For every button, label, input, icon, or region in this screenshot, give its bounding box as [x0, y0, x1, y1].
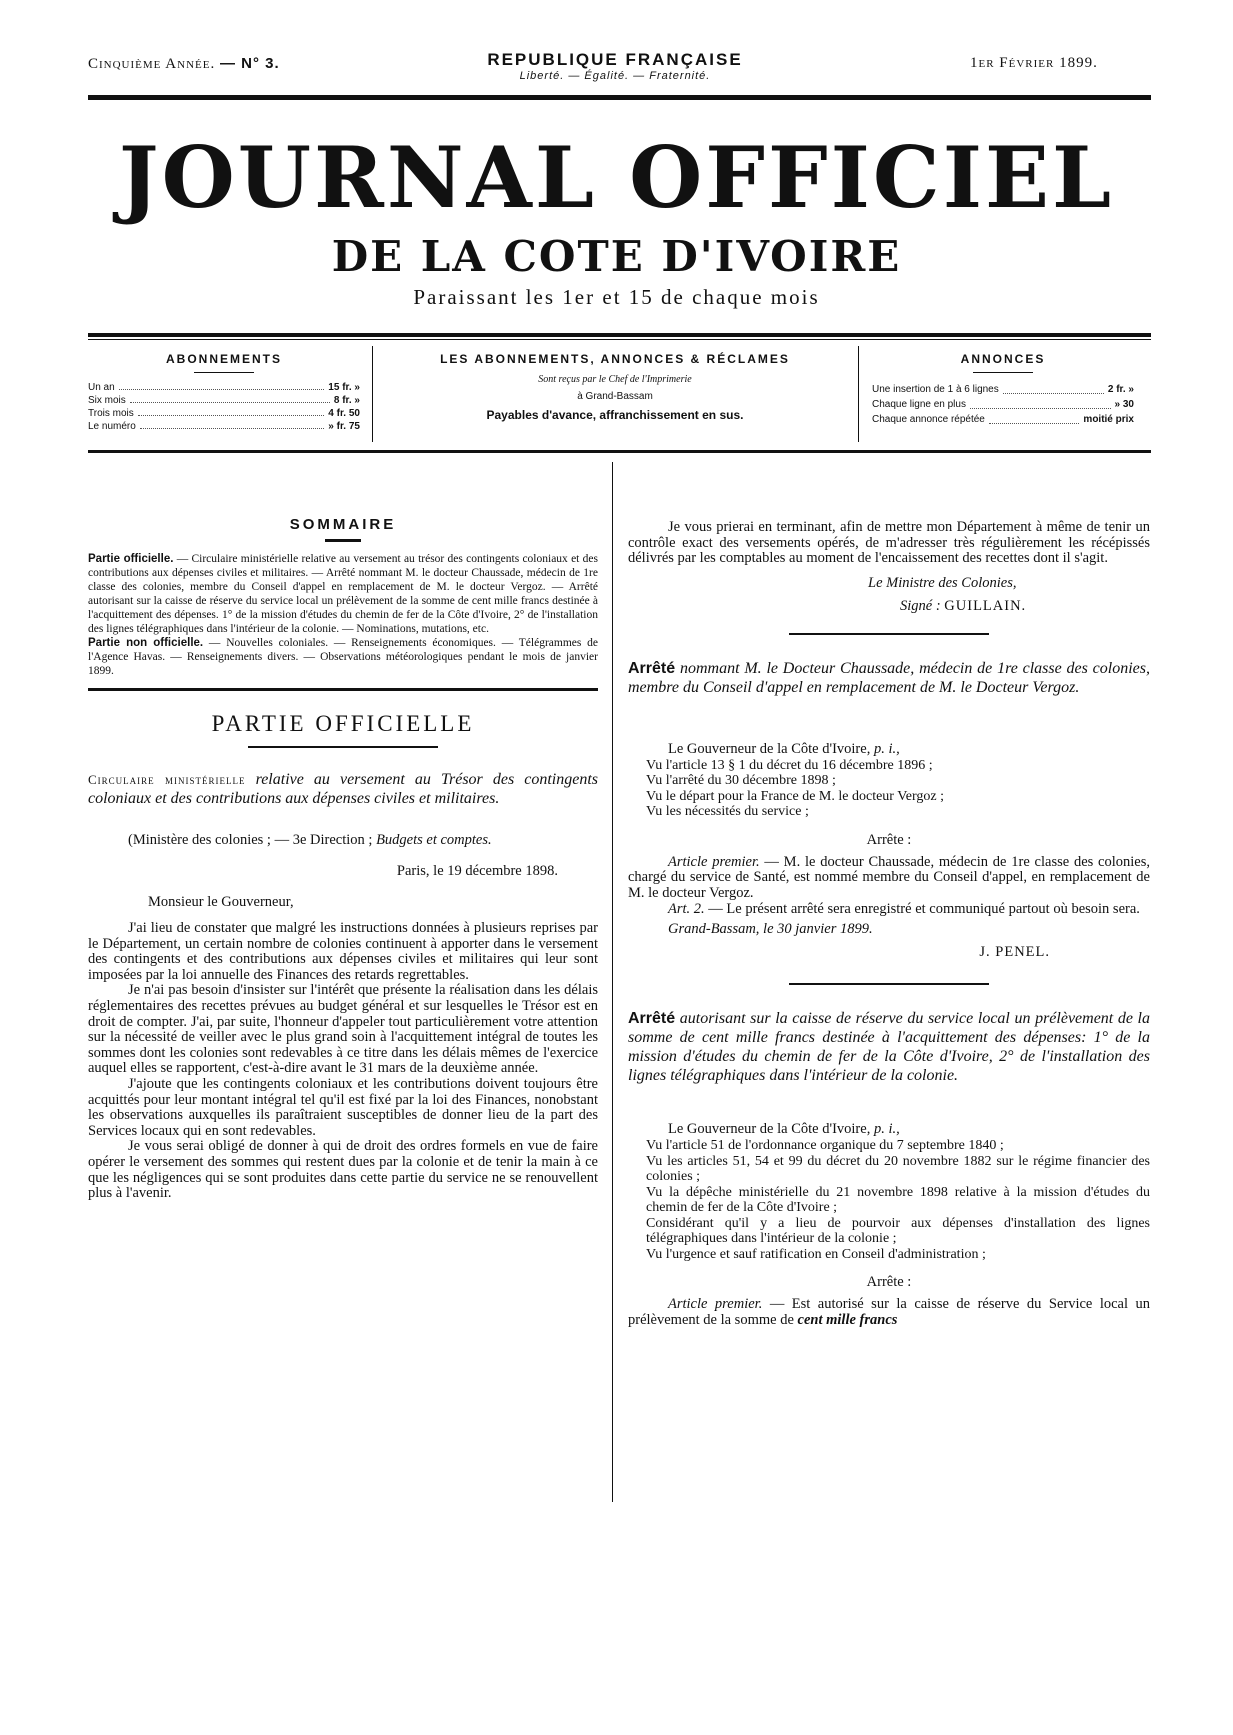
box-divider: [372, 346, 373, 442]
arrete2-title: Arrêté autorisant sur la caisse de réserve du service local un prélèvement de la somme de cent mille francs destinée à l'acquittement des dépenses: 1° de la mission d'études du chemin de fer de la Côte d'Ivoire, 2° de l'installation des lignes télégraphiques dans l'intérieur de la colonie.: [628, 1010, 1151, 1085]
arrete1-vu: Vu l'arrêté du 30 décembre 1898 ;: [646, 773, 836, 789]
announcement-row: Une insertion de 1 à 6 lignes 2 fr. »: [872, 384, 1134, 395]
arrete2-vu: Vu l'urgence et sauf ratification en Conseil d'administration ;: [646, 1246, 986, 1262]
subscription-row: Trois mois 4 fr. 50: [88, 408, 360, 419]
arrete2-vu: Vu l'article 51 de l'ordonnance organique du 7 septembre 1840 ;: [646, 1138, 1004, 1154]
arrete2-vu: Considérant qu'il y a lieu de pourvoir aux dépenses d'installation des lignes télégraphiques dans l'intérieur de la colonie ;: [646, 1215, 1150, 1247]
arrete1-signature: J. PENEL.: [979, 944, 1050, 961]
republic-title: REPUBLIQUE FRANÇAISE: [487, 50, 743, 69]
center-box-line2: à Grand-Bassam: [577, 391, 653, 402]
republic-motto: Liberté. — Égalité. — Fraternité.: [519, 70, 711, 82]
ministry-line: (Ministère des colonies ; — 3e Direction ; Budgets et comptes.: [128, 832, 492, 848]
issue-date: 1er Février 1899.: [970, 55, 1098, 71]
arrete2-vu: Vu les articles 51, 54 et 99 du décret du 20 novembre 1882 sur le régime financier des colonies ;: [646, 1153, 1150, 1185]
center-box-line1: Sont reçus par le Chef de l'Imprimerie: [538, 374, 692, 385]
minister-title: Le Ministre des Colonies,: [868, 574, 1017, 591]
sommaire-officielle: Partie officielle. — Circulaire ministérielle relative au versement au trésor des contingents coloniaux et des contributions aux dépenses civiles et militaires. — Arrêté nommant M. le docteur Chaussade, médecin de 1re classe des colonies, membre du Conseil d'appel en remplacement de M. le docteur Vergoz. — Arrêté autorisant sur la caisse de réserve du service local un prélèvement de la somme de cent mille francs destinée à l'acquittement des dépenses. 1° de la mission d'études du chemin de fer de la Côte d'Ivoire, 2° de l'installation des lignes télégraphiques dans l'intérieur de la colonie. — Nominations, mutations, etc.: [88, 553, 598, 635]
announcement-row: Chaque ligne en plus » 30: [872, 399, 1134, 410]
arrete1-governor: Le Gouverneur de la Côte d'Ivoire, p. i.,: [668, 740, 900, 757]
arrete2-article1: Article premier. — Est autorisé sur la caisse de réserve du Service local un prélèvement de la somme de cent mille francs: [628, 1296, 1150, 1328]
arrete1-title: Arrêté nommant M. le Docteur Chaussade, médecin de 1re classe des colonies, membre du Conseil d'appel en remplacement de M. le Docteur Vergoz.: [628, 659, 1150, 696]
arrete2-governor: Le Gouverneur de la Côte d'Ivoire, p. i.,: [668, 1121, 900, 1138]
letter-paragraph: Je vous serai obligé de donner à qui de droit des ordres formels en vue de faire opérer le versement des sommes qui restent dues par la colonie et de tenir la main à ce que les négligences qui se sont produites dans cette partie du service ne se renouvellent plus à l'avenir.: [88, 1138, 598, 1202]
arrete2-vu: Vu la dépêche ministérielle du 21 novembre 1898 relative à la mission d'études du chemin de fer de la Côte d'Ivoire ;: [646, 1184, 1150, 1216]
publication-frequency: Paraissant les 1er et 15 de chaque mois: [413, 285, 820, 309]
letter-paragraph: Je n'ai pas besoin d'insister sur l'intérêt que présente la réalisation dans les délais réglementaires des recettes prévues au budget général et sur lesquelles le Trésor est en droit de compter. J'ai, par suite, l'honneur d'appeler tout particulièrement votre attention sur la nécessité de veiller avec le plus grand soin à l'acquittement intégral de toutes les sommes dont les colonies sont redevables à ce titre dans les délais mêmes de l'exercice auquel elles se rapportent, c'est-à-dire avant le 31 mars de la deuxième année.: [88, 982, 598, 1077]
issue-number: — N° 3.: [219, 55, 280, 72]
letter-place-date: Paris, le 19 décembre 1898.: [396, 863, 558, 879]
announcements-heading: ANNONCES: [960, 352, 1046, 366]
journal-subtitle: DE LA COTE D'IVOIRE: [331, 232, 902, 281]
arrete1-vu: Vu le départ pour la France de M. le docteur Vergoz ;: [646, 788, 944, 804]
announcement-row: Chaque annonce répétée moitié prix: [872, 414, 1134, 425]
arrete1-article1: Article premier. — M. le docteur Chaussade, médecin de 1re classe des colonies, chargé du service de Santé, est nommé membre du Conseil d'appel, en remplacement de M. le docteur Vergoz.: [628, 853, 1150, 901]
announcements-box: [872, 352, 1134, 428]
letter-paragraph: J'ai lieu de constater que malgré les instructions données à plusieurs reprises par le Département, un certain nombre de colonies continuent à apporter dans le versement des contingents et des contributions aux dépenses civiles et militaires qui leur sont imposées par la loi annuelle des Finances des retards regrettables.: [88, 920, 598, 983]
arrete1-place-date: Grand-Bassam, le 30 janvier 1899.: [668, 921, 873, 938]
masthead-rule: [88, 333, 1151, 337]
year-label: Cinquième Année. — N° 3.: [88, 55, 280, 72]
column-divider: [612, 462, 613, 1502]
circulaire-title: Circulaire ministérielle relative au versement au Trésor des contingents coloniaux et des contributions aux dépenses civiles et militaires.: [88, 771, 599, 807]
arrete1-article2: Art. 2. — Le présent arrêté sera enregistré et communiqué partout où besoin sera.: [668, 900, 1140, 917]
boxes-rule: [88, 450, 1151, 453]
arrete1-vu: Vu les nécessités du service ;: [646, 804, 809, 820]
center-box-heading: LES ABONNEMENTS, ANNONCES & RÉCLAMES: [440, 352, 790, 366]
letter-paragraph: J'ajoute que les contingents coloniaux et les contributions doivent toujours être acquittés pour leur montant intégral tel qu'il est fixé par la loi des Finances, nonobstant les observations auxquelles ils paraîtraient susceptibles de donner lieu de la part des Services locaux qui en sont redevables.: [88, 1075, 598, 1139]
letter-salutation: Monsieur le Gouverneur,: [148, 894, 294, 910]
minister-signature: Signé : GUILLAIN.: [900, 597, 1027, 614]
subscription-row: Six mois 8 fr. »: [88, 395, 360, 406]
arrete1-vu: Vu l'article 13 § 1 du décret du 16 décembre 1896 ;: [646, 757, 933, 773]
journal-title: JOURNAL OFFICIEL: [118, 128, 1115, 227]
subscription-row: Un an 15 fr. »: [88, 382, 360, 393]
subscription-row: Le numéro » fr. 75: [88, 421, 360, 432]
subscriptions-heading: ABONNEMENTS: [165, 352, 282, 366]
sommaire-heading: SOMMAIRE: [289, 516, 397, 533]
arrete2-arrete: Arrête :: [866, 1274, 912, 1291]
header-rule: [88, 95, 1151, 100]
box-divider: [858, 346, 859, 442]
left-column: [88, 518, 598, 1202]
letter-closing: Je vous prierai en terminant, afin de mettre mon Département à même de tenir un contrôle exact des versements opérés, de m'adresser très régulièrement les récépissés délivrés par les comptables au moment de l'encaissement des recettes dont il s'agit.: [628, 519, 1150, 567]
partie-officielle-heading: PARTIE OFFICIELLE: [211, 711, 475, 736]
sommaire-non-officielle: Partie non officielle. — Nouvelles coloniales. — Renseignements économiques. — Télégrammes de l'Agence Havas. — Renseignements divers. — Observations météorologiques pendant le mois de janvier 1899.: [88, 637, 598, 677]
arrete1-arrete: Arrête :: [866, 831, 912, 848]
subscriptions-box: [88, 352, 360, 433]
center-box: [380, 352, 850, 422]
republic-heading: [430, 50, 800, 82]
right-column: [628, 520, 1150, 1328]
masthead-rule-thin: [88, 339, 1151, 340]
center-box-line3: Payables d'avance, affranchissement en sus.: [486, 408, 744, 422]
